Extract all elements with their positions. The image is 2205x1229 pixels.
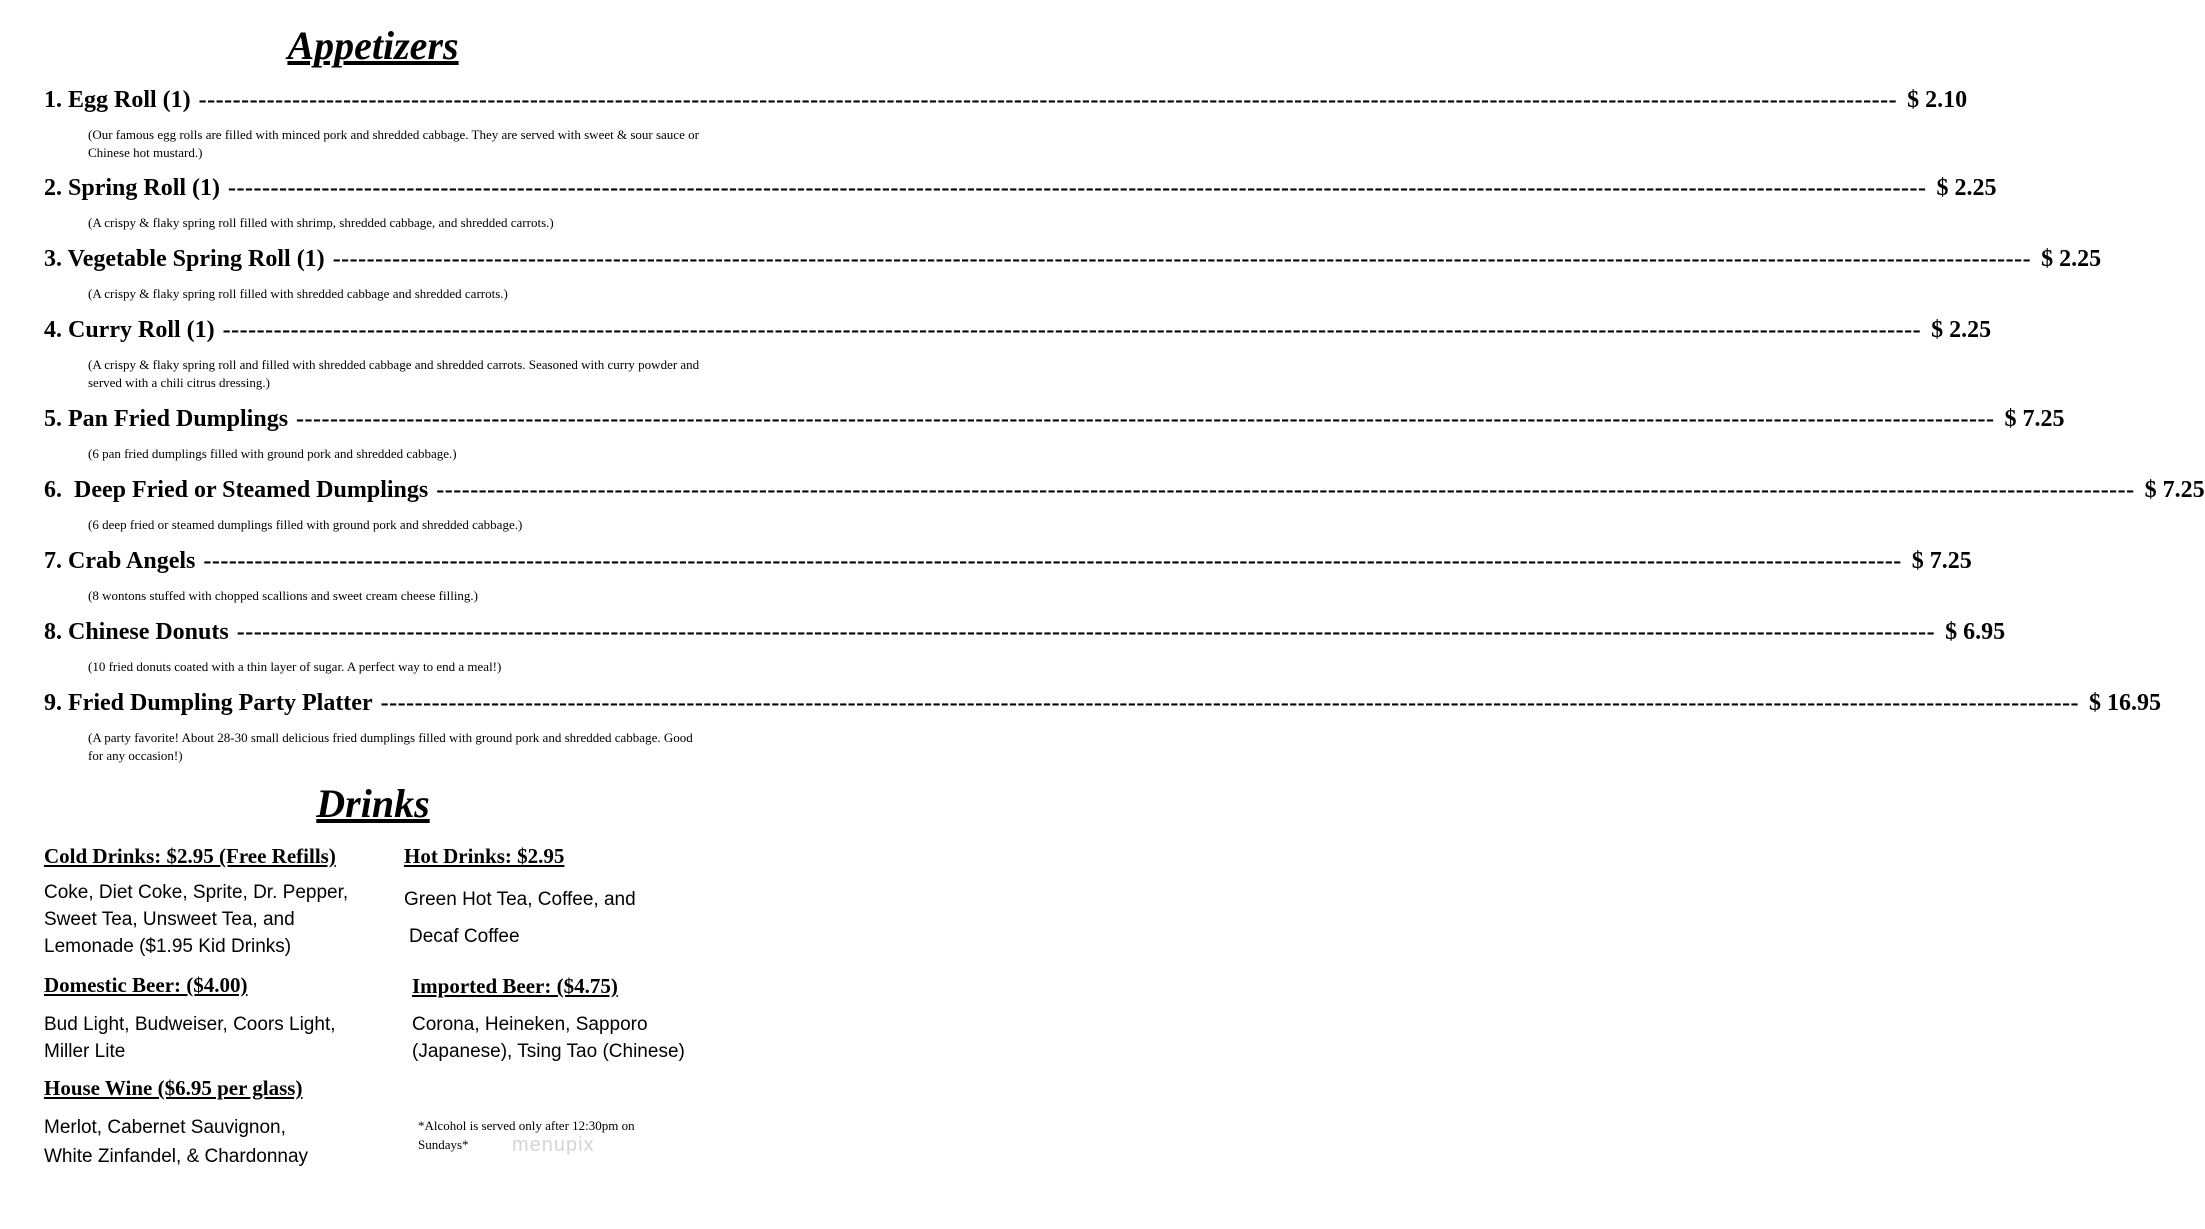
- item-name: 8. Chinese Donuts: [44, 619, 229, 645]
- imported-beer-heading: Imported Beer: ($4.75): [412, 974, 618, 998]
- domestic-beer-heading: Domestic Beer: ($4.00): [44, 973, 248, 997]
- item-description: (10 fried donuts coated with a thin layer of sugar. A perfect way to end a meal!): [88, 659, 502, 674]
- item-price: $ 7.25: [2004, 406, 2065, 432]
- item-description: (Our famous egg rolls are filled with minced pork and shredded cabbage. They are served with sweet & sour sauce or Chinese hot mustard.): [88, 127, 699, 160]
- menu-item-vegetable-spring-roll: [44, 245, 2102, 273]
- dot-leader: --------------------------------------------------------------------------------------------------------------------------------------------------------------------------------------------------------: [236, 619, 1936, 645]
- item-name: 6. Deep Fried or Steamed Dumplings: [44, 477, 429, 503]
- item-description: (8 wontons stuffed with chopped scallions and sweet cream cheese filling.): [88, 588, 479, 603]
- item-description: (A crispy & flaky spring roll and filled with shredded cabbage and shredded carrots. Seasoned with curry powder and served with a chili citrus dressing.): [88, 357, 700, 390]
- item-price: $ 16.95: [2089, 690, 2162, 716]
- dot-leader: --------------------------------------------------------------------------------------------------------------------------------------------------------------------------------------------------------: [228, 175, 1927, 201]
- dot-leader: --------------------------------------------------------------------------------------------------------------------------------------------------------------------------------------------------------: [198, 87, 1898, 113]
- menupix-watermark: menupix: [512, 1134, 595, 1156]
- menu-item-crab-angels: [44, 547, 1972, 575]
- item-description: (6 deep fried or steamed dumplings filled with ground pork and shredded cabbage.): [88, 517, 523, 532]
- menu-item-spring-roll: [44, 174, 1997, 202]
- cold-drinks-line: Coke, Diet Coke, Sprite, Dr. Pepper,: [44, 882, 349, 903]
- item-name: 4. Curry Roll (1): [44, 317, 215, 343]
- item-description: (A party favorite! About 28-30 small delicious fried dumplings filled with ground pork and shredded cabbage. Good for any occasion!): [88, 730, 693, 763]
- item-price: $ 6.95: [1945, 619, 2006, 645]
- hot-drinks-line: Decaf Coffee: [409, 926, 520, 947]
- dot-leader: --------------------------------------------------------------------------------------------------------------------------------------------------------------------------------------------------------: [296, 406, 1995, 432]
- cold-drinks-list: [44, 879, 394, 960]
- item-description: (A crispy & flaky spring roll filled with shrimp, shredded cabbage, and shredded carrots.): [88, 215, 554, 230]
- item-name: 9. Fried Dumpling Party Platter: [44, 690, 373, 716]
- menu-item-egg-roll: [44, 86, 1968, 114]
- cold-drinks-line: Sweet Tea, Unsweet Tea, and: [44, 909, 295, 930]
- item-price: $ 2.25: [2041, 246, 2102, 272]
- item-name: 2. Spring Roll (1): [44, 175, 221, 201]
- dot-leader: --------------------------------------------------------------------------------------------------------------------------------------------------------------------------------------------------------: [332, 246, 2032, 272]
- item-price: $ 7.25: [2144, 477, 2205, 503]
- hot-drinks-line: Green Hot Tea, Coffee, and: [404, 889, 636, 910]
- item-description: (A crispy & flaky spring roll filled with shredded cabbage and shredded carrots.): [88, 286, 508, 301]
- menu-item-pan-fried-dumplings: [44, 405, 2065, 433]
- hot-drinks-list: [404, 881, 704, 955]
- drinks-title: Drinks: [316, 781, 430, 826]
- dot-leader: --------------------------------------------------------------------------------------------------------------------------------------------------------------------------------------------------------: [203, 548, 1902, 574]
- dot-leader: --------------------------------------------------------------------------------------------------------------------------------------------------------------------------------------------------------: [380, 690, 2080, 716]
- alcohol-note-line: *Alcohol is served only after 12:30pm on: [418, 1118, 635, 1133]
- alcohol-note-line: Sundays*: [418, 1137, 469, 1152]
- domestic-beer-line: Bud Light, Budweiser, Coors Light,: [44, 1014, 336, 1035]
- menu-item-chinese-donuts: [44, 618, 2006, 646]
- dot-leader: --------------------------------------------------------------------------------------------------------------------------------------------------------------------------------------------------------: [436, 477, 2135, 503]
- domestic-beer-list: [44, 1011, 394, 1065]
- item-price: $ 7.25: [1911, 548, 1972, 574]
- menu-item-curry-roll: [44, 316, 1992, 344]
- item-price: $ 2.10: [1907, 87, 1968, 113]
- house-wine-list: [44, 1113, 394, 1171]
- item-name: 3. Vegetable Spring Roll (1): [44, 246, 325, 272]
- menu-item-dumpling-party-platter: [44, 689, 2162, 717]
- house-wine-line: White Zinfandel, & Chardonnay: [44, 1146, 309, 1167]
- appetizers-title: Appetizers: [287, 23, 459, 68]
- cold-drinks-line: Lemonade ($1.95 Kid Drinks): [44, 936, 292, 957]
- item-description: (6 pan fried dumplings filled with ground pork and shredded cabbage.): [88, 446, 457, 461]
- item-name: 1. Egg Roll (1): [44, 87, 191, 113]
- item-price: $ 2.25: [1936, 175, 1997, 201]
- item-name: 5. Pan Fried Dumplings: [44, 406, 289, 432]
- menu-item-deep-fried-dumplings: [44, 476, 2205, 504]
- dot-leader: --------------------------------------------------------------------------------------------------------------------------------------------------------------------------------------------------------: [222, 317, 1922, 343]
- house-wine-heading: House Wine ($6.95 per glass): [44, 1076, 303, 1100]
- item-name: 7. Crab Angels: [44, 548, 196, 574]
- item-price: $ 2.25: [1931, 317, 1992, 343]
- imported-beer-line: (Japanese), Tsing Tao (Chinese): [412, 1041, 685, 1062]
- hot-drinks-heading: Hot Drinks: $2.95: [404, 844, 565, 868]
- domestic-beer-line: Miller Lite: [44, 1041, 126, 1062]
- imported-beer-list: [412, 1011, 712, 1065]
- imported-beer-line: Corona, Heineken, Sapporo: [412, 1014, 648, 1035]
- house-wine-line: Merlot, Cabernet Sauvignon,: [44, 1117, 286, 1138]
- cold-drinks-heading: Cold Drinks: $2.95 (Free Refills): [44, 844, 336, 868]
